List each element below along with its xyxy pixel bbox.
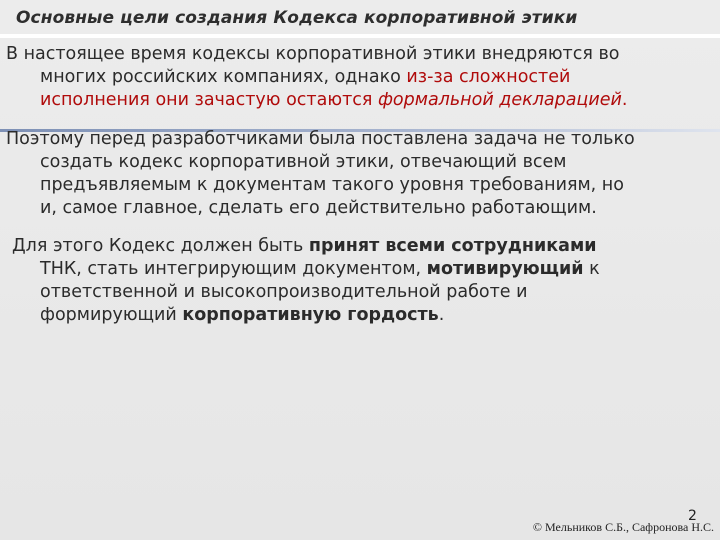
paragraph-3-line-3: ответственной и высокопроизводительной работе и [40,282,528,302]
paragraph-2-line-4: и, самое главное, сделать его действительно работающим. [40,198,597,218]
text-run: формирующий [40,305,183,325]
paragraph-2-line-2: создать кодекс корпоративной этики, отвечающий всем [40,152,567,172]
text-run: ТНК, стать интегрирующим документом, [40,259,427,279]
highlight-red-text: исполнения они зачастую остаются [40,90,378,110]
paragraph-3-line-1 [12,235,718,258]
paragraph-3 [12,235,718,327]
paragraph-3-line-2 [12,258,718,281]
highlight-red-text: из-за сложностей [406,67,571,87]
paragraph-1-line-2 [6,66,712,89]
text-run: . [621,90,628,110]
copyright-notice: © Мельников С.Б., Сафронова Н.С. [532,520,714,534]
text-run: . [438,305,445,325]
paragraph-2 [6,128,712,220]
paragraph-2-line-1: Поэтому перед разработчиками была поставлена задача не только [6,129,635,149]
highlight-red-italic-text: формальной декларацией [377,90,622,110]
text-run: Для этого Кодекс должен быть [12,236,309,256]
paragraph-1 [6,43,712,112]
bold-text: принят всеми сотрудниками [308,236,597,256]
paragraph-1-line-3 [6,89,712,112]
paragraph-2-line-3: предъявляемым к документам такого уровня требованиям, но [40,175,624,195]
bold-text: корпоративную гордость [182,305,439,325]
bold-text: мотивирующий [426,259,584,279]
page-number: 2 [688,508,697,524]
text-run: к [583,259,600,279]
text-run: многих российских компаниях, однако [40,67,407,87]
paragraph-3-line-4 [12,304,718,327]
slide-title: Основные цели создания Кодекса корпоративной этики [16,8,578,28]
title-underline [0,34,720,38]
paragraph-1-line-1: В настоящее время кодексы корпоративной этики внедряются во [6,44,620,64]
